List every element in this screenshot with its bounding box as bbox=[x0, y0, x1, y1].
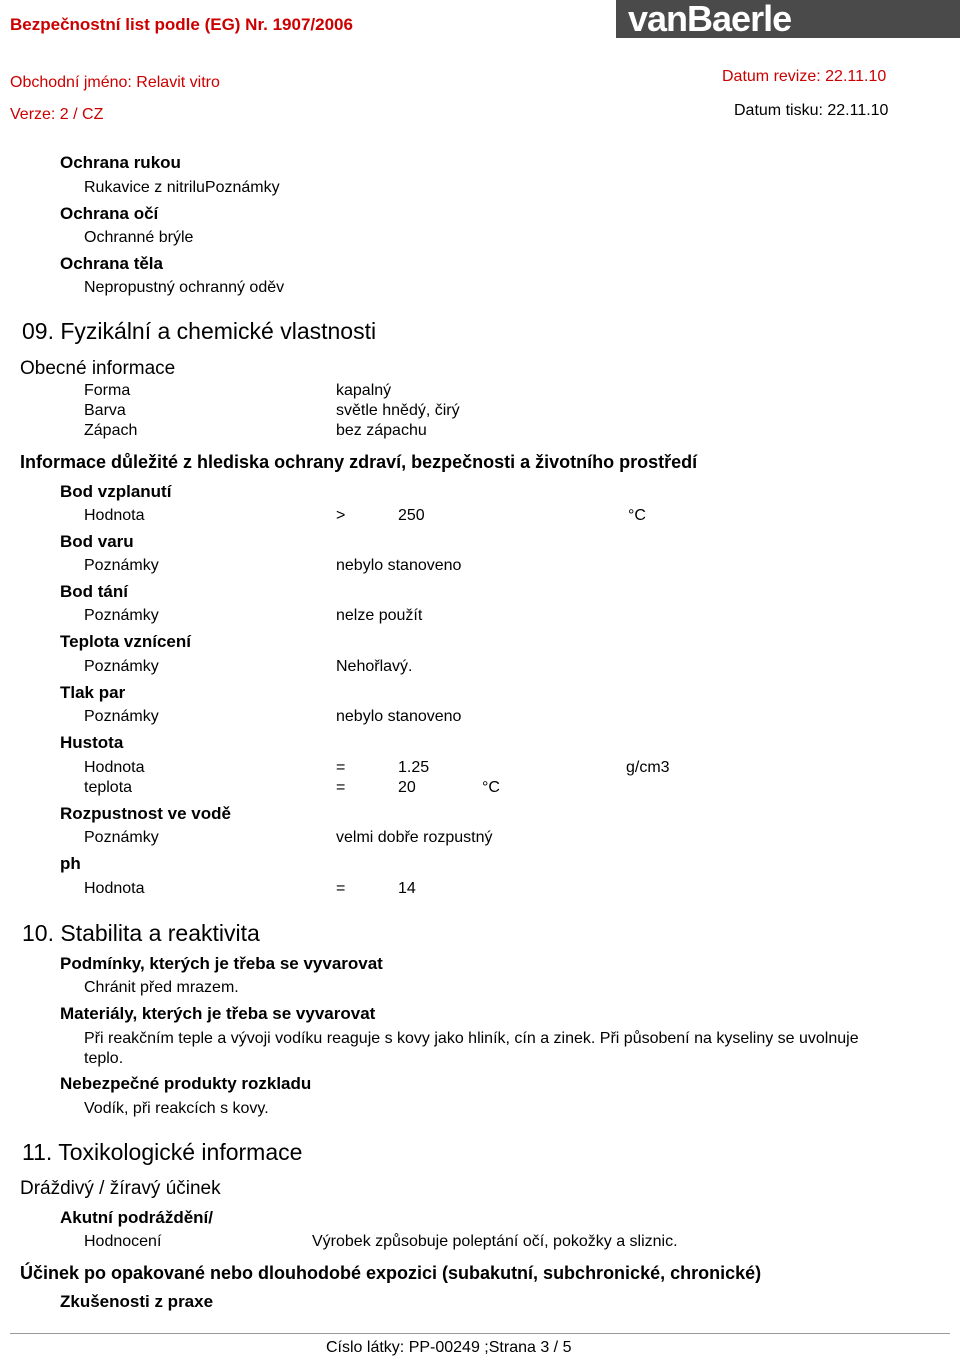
decomposition-title: Nebezpečné produkty rozkladu bbox=[60, 1074, 312, 1093]
density-temp-unit: °C bbox=[482, 779, 500, 796]
version: Verze: 2 / CZ bbox=[10, 106, 104, 123]
important-info-title: Informace důležité z hlediska ochrany zdraví, bezpečnosti a životního prostředí bbox=[20, 452, 698, 472]
trade-name: Obchodní jméno: Relavit vitro bbox=[10, 74, 220, 91]
decomposition-text: Vodík, při reakcích s kovy. bbox=[84, 1100, 269, 1117]
flash-point-unit: °C bbox=[628, 507, 646, 524]
section-10-title: 10. Stabilita a reaktivita bbox=[22, 920, 260, 946]
footer-page-info: Císlo látky: PP-00249 ;Strana 3 / 5 bbox=[326, 1339, 572, 1356]
revision-date: Datum revize: 22.11.10 bbox=[722, 68, 887, 85]
boiling-point-title: Bod varu bbox=[60, 532, 134, 551]
acute-irritation-label: Hodnocení bbox=[84, 1233, 162, 1250]
melting-point-value: nelze použít bbox=[336, 607, 423, 624]
ph-operator: = bbox=[336, 880, 346, 897]
brand-logo: vanBaerle bbox=[616, 0, 960, 38]
density-operator: = bbox=[336, 759, 346, 776]
solubility-label: Poznámky bbox=[84, 829, 159, 846]
repeated-exposure-title: Účinek po opakované nebo dlouhodobé expozici (subakutní, subchronické, chronické) bbox=[20, 1263, 762, 1283]
density-label: Hodnota bbox=[84, 759, 145, 776]
density-temp-value: 20 bbox=[398, 779, 416, 796]
hands-protection-title: Ochrana rukou bbox=[60, 153, 181, 172]
avoid-conditions-text: Chránit před mrazem. bbox=[84, 979, 239, 996]
general-value-odour: bez zápachu bbox=[336, 422, 427, 439]
general-label-form: Forma bbox=[84, 382, 131, 399]
vapour-pressure-title: Tlak par bbox=[60, 683, 126, 702]
flash-point-value: 250 bbox=[398, 507, 425, 524]
flash-point-title: Bod vzplanutí bbox=[60, 482, 172, 501]
ph-title: ph bbox=[60, 854, 81, 873]
section-11-title: 11. Toxikologické informace bbox=[22, 1139, 303, 1165]
hands-protection-text: Rukavice z nitriluPoznámky bbox=[84, 179, 280, 196]
solubility-title: Rozpustnost ve vodě bbox=[60, 804, 231, 823]
avoid-materials-title: Materiály, kterých je třeba se vyvarovat bbox=[60, 1004, 376, 1023]
solubility-value: velmi dobře rozpustný bbox=[336, 829, 493, 846]
density-temp-operator: = bbox=[336, 779, 346, 796]
general-label-color: Barva bbox=[84, 402, 126, 419]
density-title: Hustota bbox=[60, 733, 124, 752]
eyes-protection-text: Ochranné brýle bbox=[84, 229, 194, 246]
vapour-pressure-value: nebylo stanoveno bbox=[336, 708, 462, 725]
section-9-title: 09. Fyzikální a chemické vlastnosti bbox=[22, 318, 377, 344]
flash-point-operator: > bbox=[336, 507, 346, 524]
ignition-temp-title: Teplota vznícení bbox=[60, 632, 191, 651]
boiling-point-value: nebylo stanoveno bbox=[336, 557, 462, 574]
density-temp-label: teplota bbox=[84, 779, 133, 796]
general-value-form: kapalný bbox=[336, 382, 392, 399]
acute-irritation-title: Akutní podráždění/ bbox=[60, 1208, 213, 1227]
general-value-color: světle hnědý, čirý bbox=[336, 402, 460, 419]
general-info-title: Obecné informace bbox=[20, 358, 176, 379]
density-value: 1.25 bbox=[398, 759, 430, 776]
eyes-protection-title: Ochrana očí bbox=[60, 204, 159, 223]
footer-divider bbox=[10, 1333, 950, 1334]
flash-point-label: Hodnota bbox=[84, 507, 145, 524]
body-protection-title: Ochrana těla bbox=[60, 254, 163, 273]
melting-point-label: Poznámky bbox=[84, 607, 159, 624]
melting-point-title: Bod tání bbox=[60, 582, 128, 601]
practical-experience-title: Zkušenosti z praxe bbox=[60, 1292, 214, 1311]
avoid-conditions-title: Podmínky, kterých je třeba se vyvarovat bbox=[60, 954, 383, 973]
vapour-pressure-label: Poznámky bbox=[84, 708, 159, 725]
avoid-materials-text: Při reakčním teple a vývoji vodíku reaguje s kovy jako hliník, cín a zinek. Při působení na kyseliny se uvolnuje teplo. bbox=[84, 1030, 859, 1067]
density-unit: g/cm3 bbox=[626, 759, 670, 776]
irritant-title: Dráždivý / žíravý účinek bbox=[20, 1178, 221, 1199]
acute-irritation-value: Výrobek způsobuje poleptání očí, pokožky a sliznic. bbox=[312, 1233, 678, 1250]
boiling-point-label: Poznámky bbox=[84, 557, 159, 574]
document-title: Bezpečnostní list podle (EG) Nr. 1907/2006 bbox=[10, 15, 353, 34]
general-label-odour: Zápach bbox=[84, 422, 138, 439]
ignition-temp-value: Nehořlavý. bbox=[336, 658, 413, 675]
body-protection-text: Nepropustný ochranný oděv bbox=[84, 279, 285, 296]
print-date: Datum tisku: 22.11.10 bbox=[734, 102, 889, 119]
ph-label: Hodnota bbox=[84, 880, 145, 897]
ignition-temp-label: Poznámky bbox=[84, 658, 159, 675]
ph-value: 14 bbox=[398, 880, 416, 897]
